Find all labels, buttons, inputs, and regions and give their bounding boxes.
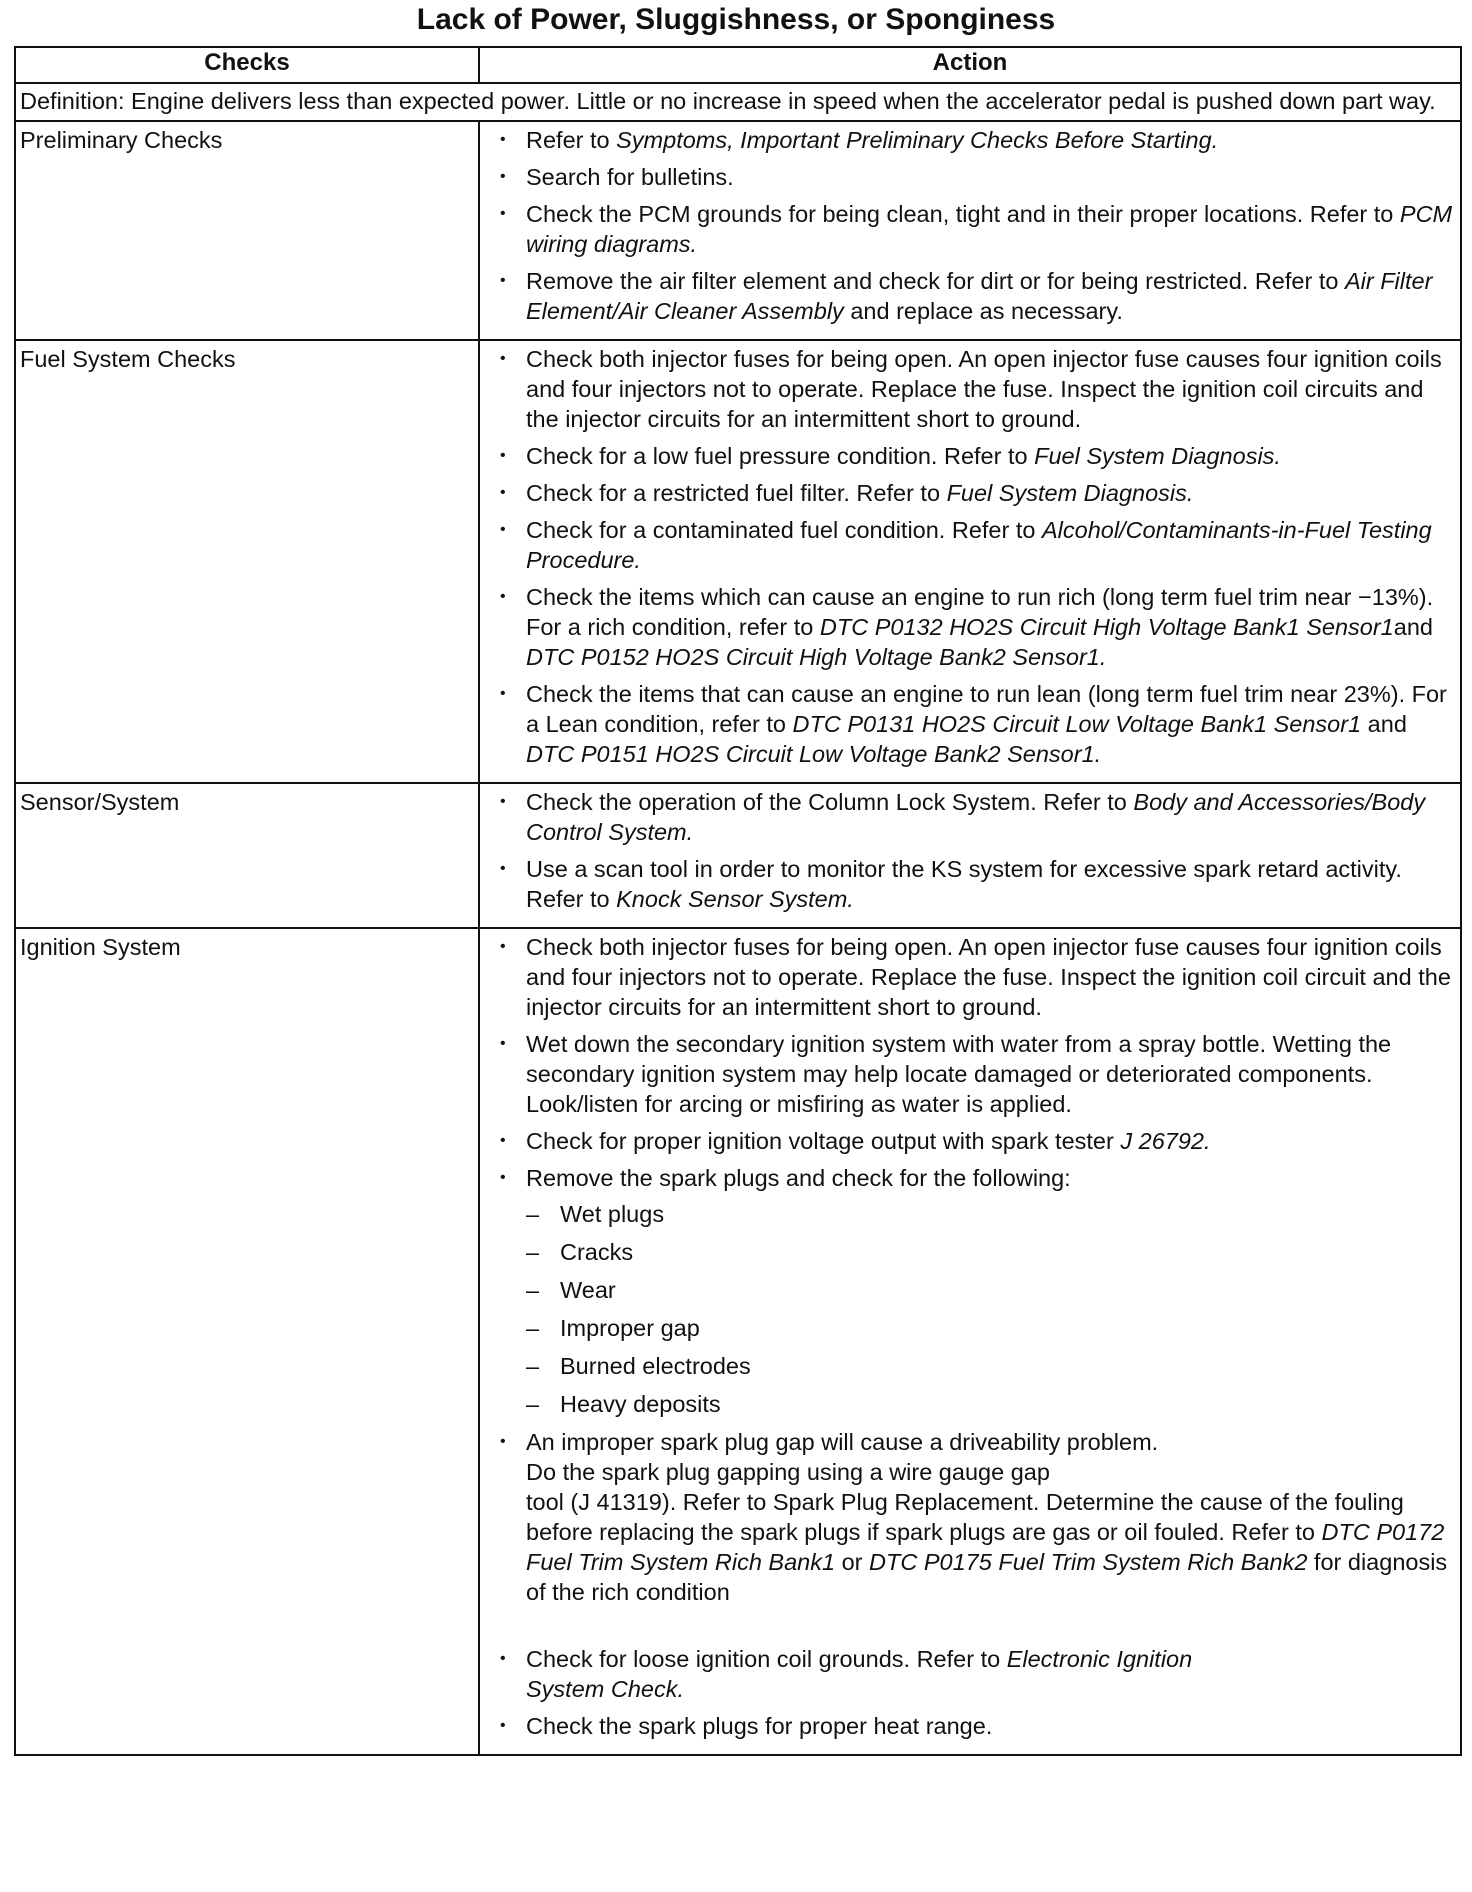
- reference-text: Alcohol/Contaminants-in-Fuel Testing Procedure.: [526, 517, 1432, 573]
- action-text: and replace as necessary.: [843, 298, 1123, 324]
- action-item: [490, 266, 1454, 326]
- reference-text: DTC P0131 HO2S Circuit Low Voltage Bank1 Sensor1: [792, 711, 1362, 737]
- action-text: Search for bulletins.: [526, 164, 734, 190]
- table-row: [15, 783, 1461, 928]
- reference-text: DTC P0175 Fuel Trim System Rich Bank2: [869, 1549, 1308, 1575]
- action-item: [490, 679, 1454, 769]
- action-text: An improper spark plug gap will cause a driveability problem.: [526, 1429, 1159, 1455]
- action-item: [490, 1029, 1454, 1119]
- reference-text: Symptoms, Important Preliminary Checks Before Starting.: [616, 127, 1219, 153]
- reference-text: J 26792.: [1120, 1128, 1211, 1154]
- inspection-item: – Improper gap: [526, 1313, 1454, 1343]
- reference-text: Air Filter Element/Air Cleaner Assembly: [526, 268, 1433, 324]
- action-cell: [479, 928, 1461, 1755]
- inspection-list: [526, 1199, 1454, 1419]
- action-item: [490, 344, 1454, 434]
- action-list: [490, 344, 1454, 769]
- checks-column-header: Checks: [15, 47, 479, 83]
- action-text: Check for a low fuel pressure condition. Refer to: [526, 443, 1035, 469]
- action-item: [490, 787, 1454, 847]
- action-text: Remove the air filter element and check for dirt or for being restricted. Refer to: [526, 268, 1345, 294]
- reference-text: DTC P0172 Fuel Trim System Rich Bank1: [526, 1519, 1445, 1575]
- action-item: [490, 1711, 1454, 1741]
- action-list: [490, 125, 1454, 326]
- reference-text: System Check.: [526, 1676, 685, 1702]
- inspection-item: – Burned electrodes: [526, 1351, 1454, 1381]
- reference-text: DTC P0152 HO2S Circuit High Voltage Bank2 Sensor1.: [526, 644, 1107, 670]
- inspection-item: – Cracks: [526, 1237, 1454, 1267]
- action-text: Remove the spark plugs and check for the following:: [526, 1165, 1071, 1191]
- action-text: Check the operation of the Column Lock System. Refer to: [526, 789, 1134, 815]
- action-text: Check both injector fuses for being open. An open injector fuse causes four ignition coils and four injectors not to operate. Replace the fuse. Inspect the ignition coil circuit and the injector circuits for an intermittent short to ground.: [526, 934, 1451, 1020]
- action-item: [490, 1427, 1454, 1637]
- action-text: and: [1393, 614, 1433, 640]
- reference-text: PCM wiring diagrams.: [526, 201, 1453, 257]
- action-text: Refer to: [526, 127, 617, 153]
- check-category: Ignition System: [15, 928, 479, 1755]
- action-text: Check for proper ignition voltage output with spark tester: [526, 1128, 1121, 1154]
- action-item: [490, 441, 1454, 471]
- action-text: Check the items that can cause an engine to run lean (long term fuel trim near 23%). For a Lean condition, refer to: [526, 681, 1447, 737]
- reference-text: Body and Accessories/Body Control System.: [526, 789, 1426, 845]
- action-item: [490, 1163, 1454, 1419]
- table-header-row: [15, 47, 1461, 83]
- action-text: Check the items which can cause an engine to run rich (long term fuel trim near −13%). For a rich condition, refer to: [526, 584, 1434, 640]
- action-item: [490, 125, 1454, 155]
- action-text: Check for a contaminated fuel condition. Refer to: [526, 517, 1042, 543]
- check-category: Fuel System Checks: [15, 340, 479, 783]
- action-text: and: [1361, 711, 1407, 737]
- action-item: [490, 1644, 1454, 1704]
- reference-text: Fuel System Diagnosis.: [946, 480, 1194, 506]
- action-list: [490, 787, 1454, 914]
- action-item: [490, 515, 1454, 575]
- action-column-header: Action: [479, 47, 1461, 83]
- action-item: [490, 162, 1454, 192]
- table-row: [15, 928, 1461, 1755]
- table-row: [15, 121, 1461, 340]
- action-text: tool (J 41319). Refer to Spark Plug Replacement. Determine the cause of the fouling before replacing the spark plugs if spark plugs are gas or oil fouled. Refer to: [526, 1489, 1404, 1545]
- action-text: Check the PCM grounds for being clean, tight and in their proper locations. Refer to: [526, 201, 1400, 227]
- action-text: Wet down the secondary ignition system with water from a spray bottle. Wetting the secondary ignition system may help locate damaged or deteriorated components. Look/listen for arcing or misfiring as water is applied.: [526, 1031, 1392, 1117]
- reference-text: DTC P0132 HO2S Circuit High Voltage Bank1 Sensor1: [819, 614, 1394, 640]
- reference-text: Knock Sensor System.: [616, 886, 854, 912]
- inspection-item: – Heavy deposits: [526, 1389, 1454, 1419]
- action-item: [490, 582, 1454, 672]
- action-text: Check for a restricted fuel filter. Refer to: [526, 480, 947, 506]
- action-text: Check for loose ignition coil grounds. Refer to: [526, 1646, 1007, 1672]
- table-body: [15, 83, 1461, 1755]
- diagnostic-table: [14, 46, 1462, 1756]
- reference-text: Electronic Ignition: [1006, 1646, 1193, 1672]
- action-item: [490, 854, 1454, 914]
- action-cell: [479, 121, 1461, 340]
- action-text: Do the spark plug gapping using a wire gauge gap: [526, 1459, 1050, 1485]
- inspection-item: – Wet plugs: [526, 1199, 1454, 1229]
- action-cell: [479, 783, 1461, 928]
- action-text: Check both injector fuses for being open. An open injector fuse causes four ignition coils and four injectors not to operate. Replace the fuse. Inspect the ignition coil circuits and the injector circuits for an intermittent short to ground.: [526, 346, 1442, 432]
- inspection-item: – Wear: [526, 1275, 1454, 1305]
- check-category: Preliminary Checks: [15, 121, 479, 340]
- action-text: or: [835, 1549, 870, 1575]
- action-item: [490, 1126, 1454, 1156]
- action-text: Use a scan tool in order to monitor the KS system for excessive spark retard activity. Refer to: [526, 856, 1402, 912]
- definition-row: [15, 83, 1461, 121]
- action-cell: [479, 340, 1461, 783]
- check-category: Sensor/System: [15, 783, 479, 928]
- reference-text: DTC P0151 HO2S Circuit Low Voltage Bank2 Sensor1.: [526, 741, 1102, 767]
- action-text: for diagnosis of the rich condition: [526, 1549, 1448, 1605]
- action-item: [490, 932, 1454, 1022]
- action-item: [490, 478, 1454, 508]
- reference-text: Fuel System Diagnosis.: [1034, 443, 1281, 469]
- action-text: Check the spark plugs for proper heat range.: [526, 1713, 993, 1739]
- table-row: [15, 340, 1461, 783]
- definition-text: Definition: Engine delivers less than expected power. Little or no increase in speed when the accelerator pedal is pushed down part way.: [15, 83, 1461, 121]
- page-title: Lack of Power, Sluggishness, or Sponginess: [416, 3, 1056, 36]
- action-list: [490, 932, 1454, 1741]
- action-item: [490, 199, 1454, 259]
